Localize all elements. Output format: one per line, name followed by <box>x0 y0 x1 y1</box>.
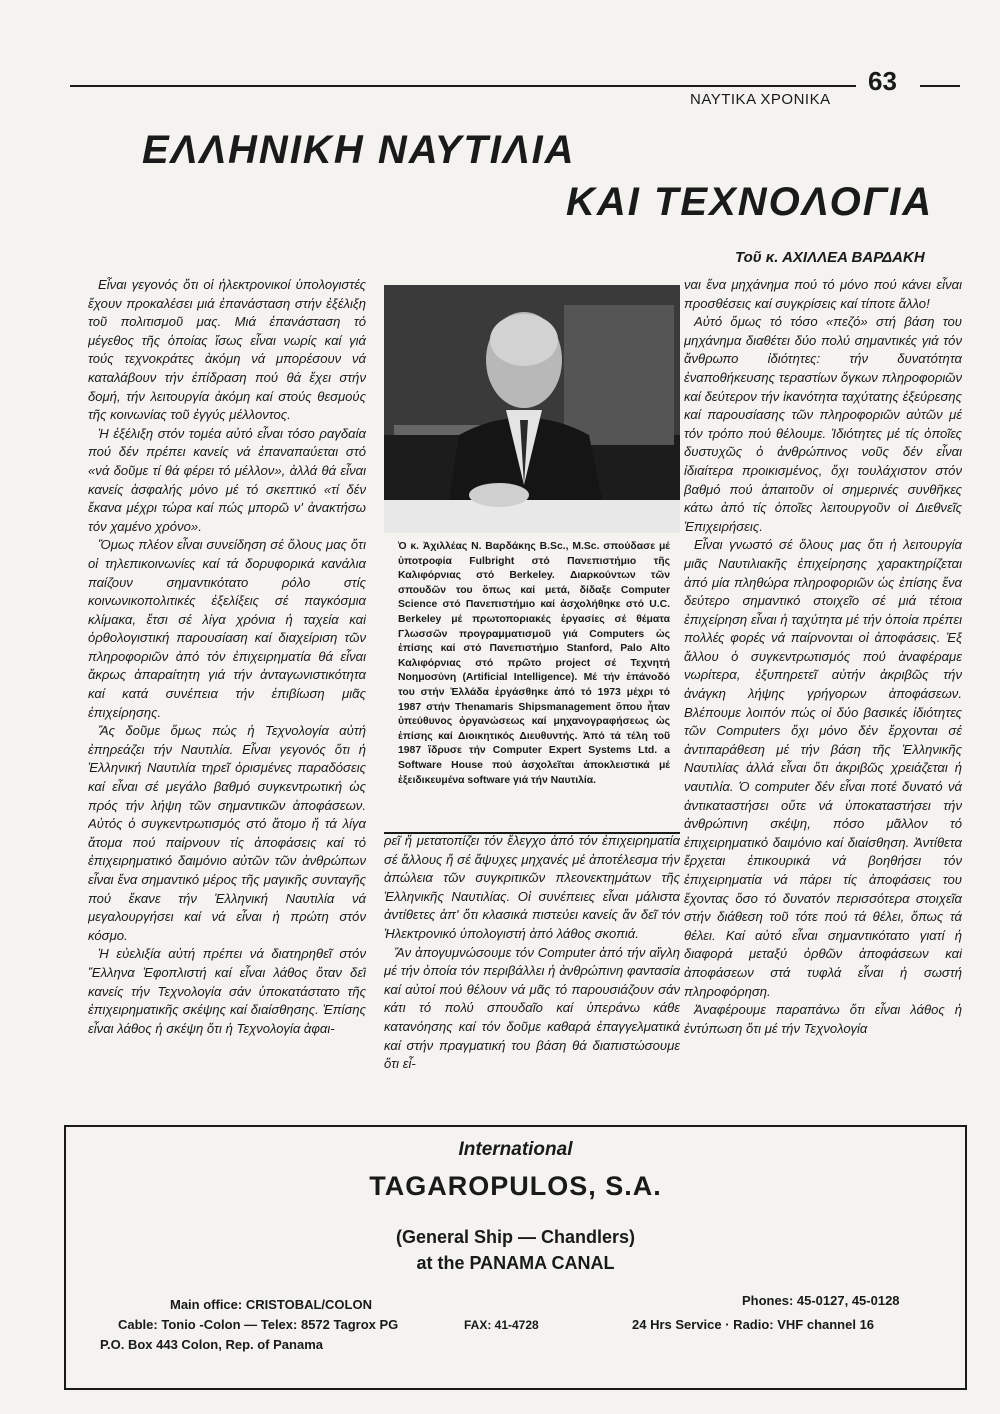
ad-cable: Cable: Tonio -Colon — Telex: 8572 Tagrox PG <box>118 1317 399 1332</box>
paragraph: ρεῖ ἤ μετατοπίζει τόν ἔλεγχο ἀπό τόν ἐπιχειρηματία σέ ἄλλους ἤ σέ ἄψυχες μηχανές μέ ἀποτέλεσμα τήν ἀπώλεια τῶν συγκριτικῶν πλεονεκτημάτων τῆς Ἑλληνικῆς Ναυτιλίας. Οἱ συνέπειες εἶναι μάλιστα ἀντίθετες ἀπ' ὅτι κλασικά πιστεύει κανείς ἄν δεῖ τόν Ἠλεκτρονικό ὑπολογιστή ἀπό λάθος σκοπιά. <box>384 833 680 941</box>
page-number: 63 <box>868 66 897 96</box>
paragraph: Αὐτό ὅμως τό τόσο «πεζό» στή βάση του μηχάνημα διαθέτει δύο πολύ σημαντικές γιά τόν ἄνθρωπο ἰδιότητες: τήν δυνατότητα ἐναποθήκευσης τεραστίων ὄγκων πληροφοριῶν καί δεύτερον τήν ἱκανότητα ταχύτατης ἐξεύρεσης καί παρουσίασης τῶν πληροφοριῶν αὐτῶν μέ τόν τρόπο πού θέλουμε. Ἰδιότητες μέ τίς ὁποῖες δυστυχῶς ὁ ἀνθρώπινος νοῦς δέν εἶναι ἰδιαίτερα προικισμένος, ὄχι τουλάχιστον στόν βαθμό πού ἀπαιτοῦν οἱ σημερινές συνθῆκες κάτω ἀπό τίς ὁποῖες λειτουργοῦν οἱ Διεθνεῖς Ἐπιχειρήσεις. <box>684 314 962 534</box>
ad-pobox: P.O. Box 443 Colon, Rep. of Panama <box>100 1337 323 1352</box>
headline-line-1: ΕΛΛΗΝΙΚΗ ΝΑΥΤΙΛΙΑ <box>142 128 576 172</box>
author-photo <box>384 285 680 533</box>
paragraph: Ὅμως πλέον εἶναι συνείδηση σέ ὅλους μας ὅτι οἱ τηλεπικοινωνίες καί τά δορυφορικά κανάλια παίζουν σημαντικότατο ρόλο στίς κοινωνικοπολιτικές ἐξελίξεις σέ παγκόσμια κλίμακα, ἔτσι σέ λίγα χρόνια ἡ ταχεία καί ὀρθολογιστική παρουσίαση καί διαχείριση τῶν πληροφοριῶν ἀπό τόν ἐπιχειρηματία θά εἶναι ἄκρως ἀπαραίτητη γιά τήν ἀνταγωνιστικότητα καί κατά συνέπεια τήν ἐπιβίωση μιᾶς ἐπιχείρησης. <box>88 537 366 720</box>
author-photo-illustration <box>384 285 680 533</box>
paragraph: Ἄν ἀπογυμνώσουμε τόν Computer ἀπό τήν αἴγλη μέ τήν ὁποία τόν περιβάλλει ἡ ἀνθρώπινη φαντασία καί αὐτοί πού θέλουν νά μᾶς τό παρουσιάζουν σάν κάτι τό πολύ σπουδαῖο καί ὑπεράνω κάθε κατανόησης καί τόν δοῦμε καθαρά ἐπαγγελματικά καί στήν πραγματική του βάση θά διαπιστώσουμε ὅτι εἶ- <box>384 944 680 1072</box>
ad-main-office: Main office: CRISTOBAL/COLON <box>170 1297 372 1312</box>
column-2 <box>384 832 680 1144</box>
advertisement <box>64 1125 967 1390</box>
header-rule-left <box>70 85 856 87</box>
paragraph: Εἶναι γνωστό σέ ὅλους μας ὅτι ἡ λειτουργία μιᾶς Ναυτιλιακῆς ἐπιχείρησης χαρακτηρίζεται ἀπό μία πληθώρα πληροφοριῶν ὡς ἐπίσης ἕνα δεύτερο σημαντικό στοιχεῖο σέ μιά τέτοια ἐπιχείρηση εἶναι ἡ ταχύτητα μέ τήν ὁποία πρέπει πολλές φορές νά παίρνονται οἱ ἀποφάσεις. Ἐξ ἄλλου ὁ συγκεντρωτισμός πού ἀναφέραμε νωρίτερα, ἐξυπηρετεῖ αὐτήν ἀκριβῶς τήν ἀνάγκη λήψης γρήγορων ἀποφάσεων. Βλέπουμε λοιπόν πώς οἱ δύο βασικές ἰδιότητες τῶν Computers ὄχι μόνο δέν ἔρχονται σέ ἀντιπαράθεση μέ τήν βάση τῆς Ἑλληνικῆς Ναυτιλίας ἀλλά εἶναι ὅτι ἀκριβῶς χρειάζεται ἡ ναυτιλία. Ὁ computer δέν εἶναι ποτέ δυνατό νά ἀντικαταστήσει οὔτε νά ὑποκαταστήσει τήν ἀνθρώπινη σκέψη, πόσο μᾶλλον τό ἐπιχειρηματικό δαιμόνιο καί διαίσθηση. Ἀντίθετα ἔρχεται ἐπικουρικά νά βοηθήσει τόν ἐπιχειρηματία νά πάρει τίς ἀποφάσεις του ἔχοντας ὅσο τό δυνατόν περισσότερα στοιχεῖα στήν διάθεση τοῦ τότε πού τά θέλει, ὅπως τά θέλει. Καί αὐτό εἶναι σημαντικότατο γιατί ἡ διαφορά μεταξύ ὀρθῶν ἀποφάσεων καί ἀποφάσεων στά τυφλά εἶναι ἡ σωστή πληροφόρηση. <box>684 537 962 999</box>
paragraph: Ἄς δοῦμε ὅμως πώς ἡ Τεχνολογία αὐτή ἐπηρεάζει τήν Ναυτιλία. Εἶναι γεγονός ὅτι ἡ Ἑλληνική Ναυτιλία τηρεῖ ὁρισμένες παραδόσεις καί εἶναι σέ μεγάλο βαθμό συγκεντρωτική ὡς πρός τήν λήψη τῶν σημαντικῶν ἀποφάσεων. Αὐτός ὁ συγκεντρωτισμός στό ἄτομο ἤ τά λίγα ἄτομα πού παίρνουν τίς ἀποφάσεις καί τό ἐπιχειρηματικό δαιμόνιο αὐτῶν τῶν ἀνθρώπων εἶναι ἕνα σημαντικό μέρος τῆς μαγικῆς συνταγῆς πού ἔκανε τήν Ἑλληνική Ναυτιλία νά μεγαλουργήσει καί νά εἶναι ἡ πρώτη στόν κόσμο. <box>88 723 366 943</box>
ad-line-2: at the PANAMA CANAL <box>416 1253 615 1273</box>
headline-line-2: ΚΑΙ ΤΕΧΝΟΛΟΓΙΑ <box>566 180 934 224</box>
section-title: ΝΑΥΤΙΚΑ ΧΡΟΝΙΚΑ <box>690 91 831 108</box>
column-3 <box>684 276 962 1146</box>
photo-caption: Ὁ κ. Ἀχιλλέας Ν. Βαρδάκης B.Sc., M.Sc. σπούδασε μέ ὑποτροφία Fulbright στό Πανεπιστήμιο τῆς Καλιφόρνιας στό Berkeley. Διαρκούντων τῶν σπουδῶν του ὅπως καί μετά, δίδαξε Computer Science στό Πανεπιστήμιο καί ἀσχολήθηκε στό U.C. Berkeley μέ πρωτοποριακές ἐργασίες σέ θέματα Γλωσσῶν προγραμματισμοῦ γιά Computers ὡς ἐπίσης καί στό Πανεπιστήμιο Stanford, Palo Alto Καλιφόρνιας στό πρῶτο project σέ Τεχνητή Νοημοσύνη (Artificial Intelligence). Μέ τήν ἐπάνοδό του στήν Ἑλλάδα ἐργάσθηκε ἀπό τό 1973 μέχρι τό 1987 στήν Thenamaris Shipsmanagement ὅπου ἦταν ὑπεύθυνος ὀργανώσεως καί μηχανογραφήσεως ὡς ἐπίσης καί Διοικητικός Διευθυντής. Ἀπό τά τέλη τοῦ 1987 ἵδρυσε τήν Computer Expert Systems Ltd. a Software House πού ἀσχολεῖται ἀποκλειστικά μέ ἐξειδικευμένα software γιά τήν Ναυτιλία. <box>398 541 670 786</box>
header-rule-right <box>920 85 960 87</box>
paragraph: Εἶναι γεγονός ὅτι οἱ ἠλεκτρονικοί ὑπολογιστές ἔχουν προκαλέσει μιά ἐπανάσταση στήν ἐξέλιξη τοῦ πολιτισμοῦ μας. Μιά ἐπανάσταση τό μέγεθος τῆς ὁποίας ἴσως εἶναι νωρίς καί γιά τούς τεχνοκράτες ἀκόμη νά μπορέσουν νά καταλάβουν τήν ἐπίδραση πού θά ἔχει στήν δομή, τήν λειτουργία ἀκόμη καί στούς θεσμούς τῆς κοινωνίας τοῦ ἐγγύς μέλλοντος. <box>88 277 366 423</box>
ad-line-1: (General Ship — Chandlers) <box>395 1227 636 1247</box>
paragraph: Ἀναφέρουμε παραπάνω ὅτι εἶναι λάθος ἡ ἐντύπωση ὅτι μέ τήν Τεχνολογία <box>684 1002 962 1036</box>
ad-company: TAGAROPULOS, S.A. <box>369 1171 662 1201</box>
paragraph: ναι ἕνα μηχάνημα πού τό μόνο πού κάνει εἶναι προσθέσεις καί συγκρίσεις καί τίποτε ἄλλο! <box>684 277 962 311</box>
ad-service: 24 Hrs Service · Radio: VHF channel 16 <box>632 1317 875 1332</box>
ad-kicker: International <box>458 1139 573 1160</box>
ad-phones: Phones: 45-0127, 45-0128 <box>742 1293 900 1308</box>
paragraph: Ἡ εὐελιξία αὐτή πρέπει νά διατηρηθεῖ στόν Ἕλληνα Ἐφοπλιστή καί εἶναι λάθος ὅταν δεῖ κανείς τήν Τεχνολογία σάν ὑποκατάστατο τῆς ἐπιχειρηματικῆς σκέψης καί διαίσθησης. Ἐπίσης εἶναι λάθος ἡ σκέψη ὅτι ἡ Τεχνολογία ἀφαι- <box>88 946 366 1036</box>
byline: Τοῦ κ. ΑΧΙΛΛΕΑ ΒΑΡΔΑΚΗ <box>735 249 925 266</box>
column-1 <box>88 276 366 1146</box>
ad-fax: FAX: 41-4728 <box>464 1318 539 1332</box>
paragraph: Ἡ ἐξέλιξη στόν τομέα αὐτό εἶναι τόσο ραγδαία πού δέν πρέπει κανείς νά ἐπαναπαύεται στό «νά δοῦμε τί θά φέρει τό μέλλον», ἀλλά θά εἶναι κανείς ἀσφαλής μόνο μέ τό σκεπτικό «τί δέν ἔκανα μέχρι τώρα καί πώς μπορῶ ν' ἀνακτήσω τόν χαμένο χρόνο». <box>88 425 366 534</box>
